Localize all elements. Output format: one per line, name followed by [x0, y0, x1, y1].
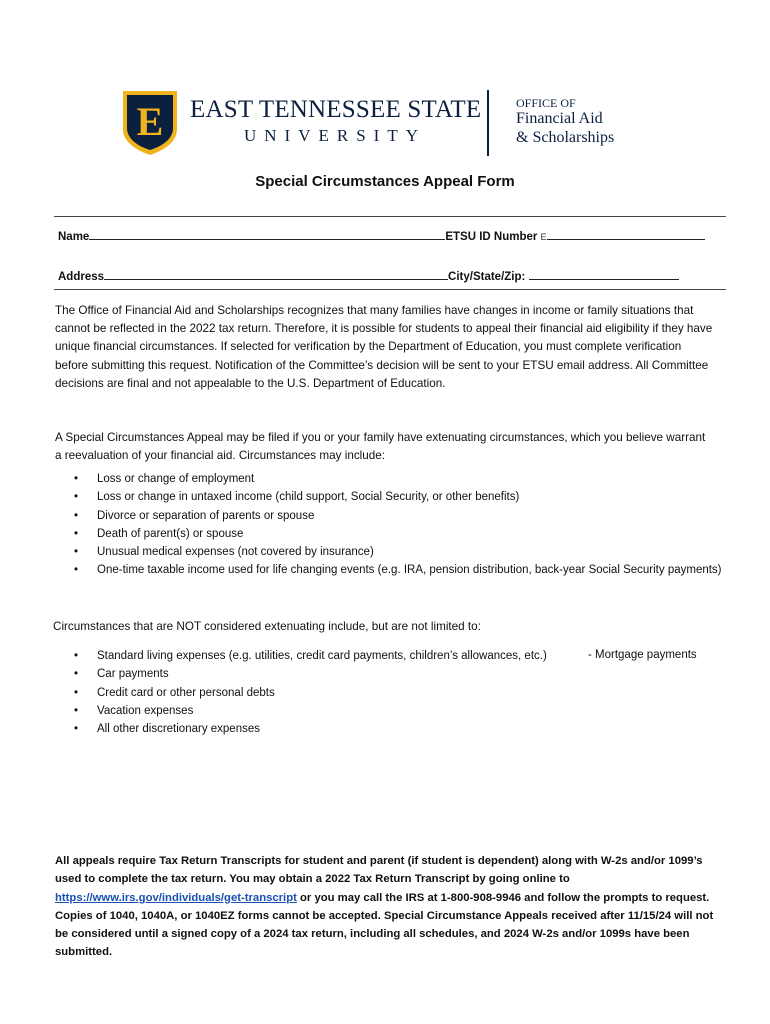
name-field[interactable] [89, 228, 445, 240]
header-divider [487, 90, 489, 156]
etsu-id-prefix: E [540, 232, 547, 242]
letterhead [120, 84, 640, 164]
svg-text:E: E [136, 99, 164, 144]
student-info-fields [54, 216, 726, 290]
field-row-name-id [58, 228, 705, 243]
list-item: • Unusual medical expenses (not covered by insurance) [74, 543, 724, 561]
transcript-requirements-note [55, 852, 719, 962]
irs-transcript-link[interactable]: https://www.irs.gov/individuals/get-transcript [55, 891, 297, 904]
city-state-zip-field[interactable] [529, 268, 679, 280]
list-item: • Vacation expenses [74, 702, 724, 720]
list-item: • Death of parent(s) or spouse [74, 525, 724, 543]
list-item: • Divorce or separation of parents or spouse [74, 507, 724, 525]
appeal-paragraph: A Special Circumstances Appeal may be filed if you or your family have extenuating circumstances, which you believe warrant a reevaluation of your financial aid. Circumstances may include: [55, 431, 706, 463]
name-label: Name [58, 231, 90, 243]
address-label: Address [58, 271, 105, 283]
form-title: Special Circumstances Appeal Form [255, 173, 515, 190]
field-row-address [58, 268, 679, 283]
extenuating-list [74, 470, 724, 580]
list-item: • Credit card or other personal debts [74, 684, 724, 702]
office-name-line2: & Scholarships [516, 129, 615, 146]
list-item: • One-time taxable income used for life changing events (e.g. IRA, pension distribution, back-year Social Security payments) [74, 561, 724, 579]
list-item: • Loss or change in untaxed income (child support, Social Security, or other benefits) [74, 488, 724, 506]
list-item: • Standard living expenses (e.g. utilities, credit card payments, children’s allowances, etc.) [74, 647, 724, 665]
footer-text-start: All appeals require Tax Return Transcripts for student and parent (if student is dependent) along with W-2s and/or 1099’s used to complete the tax return. You may obtain a 2022 Tax Return Transcript by going online to [55, 855, 703, 886]
university-name-line2: UNIVERSITY [244, 126, 426, 145]
mortgage-item: - Mortgage payments [588, 649, 697, 661]
office-name-line1: Financial Aid [516, 110, 603, 127]
list-item: • Loss or change of employment [74, 470, 724, 488]
etsu-id-label: ETSU ID Number [445, 231, 538, 243]
office-label: OFFICE OF [516, 96, 576, 110]
list-item: • All other discretionary expenses [74, 720, 724, 738]
etsu-id-field[interactable] [547, 228, 705, 240]
city-state-zip-label: City/State/Zip: [448, 271, 526, 283]
not-extenuating-heading: Circumstances that are NOT considered extenuating include, but are not limited to: [53, 620, 481, 633]
intro-paragraph: The Office of Financial Aid and Scholarships recognizes that many families have changes in income or family situations that cannot be reflected in the 2022 tax return. Therefore, it is possible for students to appeal their financial aid eligibility if they have unique financial circumstances. If selected for verification by the Department of Education, you must complete verification before submitting this request. Notification of the Committee’s decision will be sent to your ETSU email address. All Committee decisions are final and not appealable to the U.S. Department of Education. [55, 304, 713, 390]
footer-text-end: or you may call the IRS at 1-800-908-9946 and follow the prompts to request. Copies of 1040, 1040A, or 1040EZ forms cannot be accepted. Special Circumstance Appeals received after 11/15/24 will not be considered until a signed copy of a 2024 tax return, including all schedules, and 2024 W-2s and/or 1099s have been submitted. [55, 891, 714, 959]
address-field[interactable] [104, 268, 448, 280]
list-item: • Car payments [74, 665, 724, 683]
etsu-shield-logo [120, 87, 180, 157]
university-name-line1: EAST TENNESSEE STATE [190, 96, 482, 123]
